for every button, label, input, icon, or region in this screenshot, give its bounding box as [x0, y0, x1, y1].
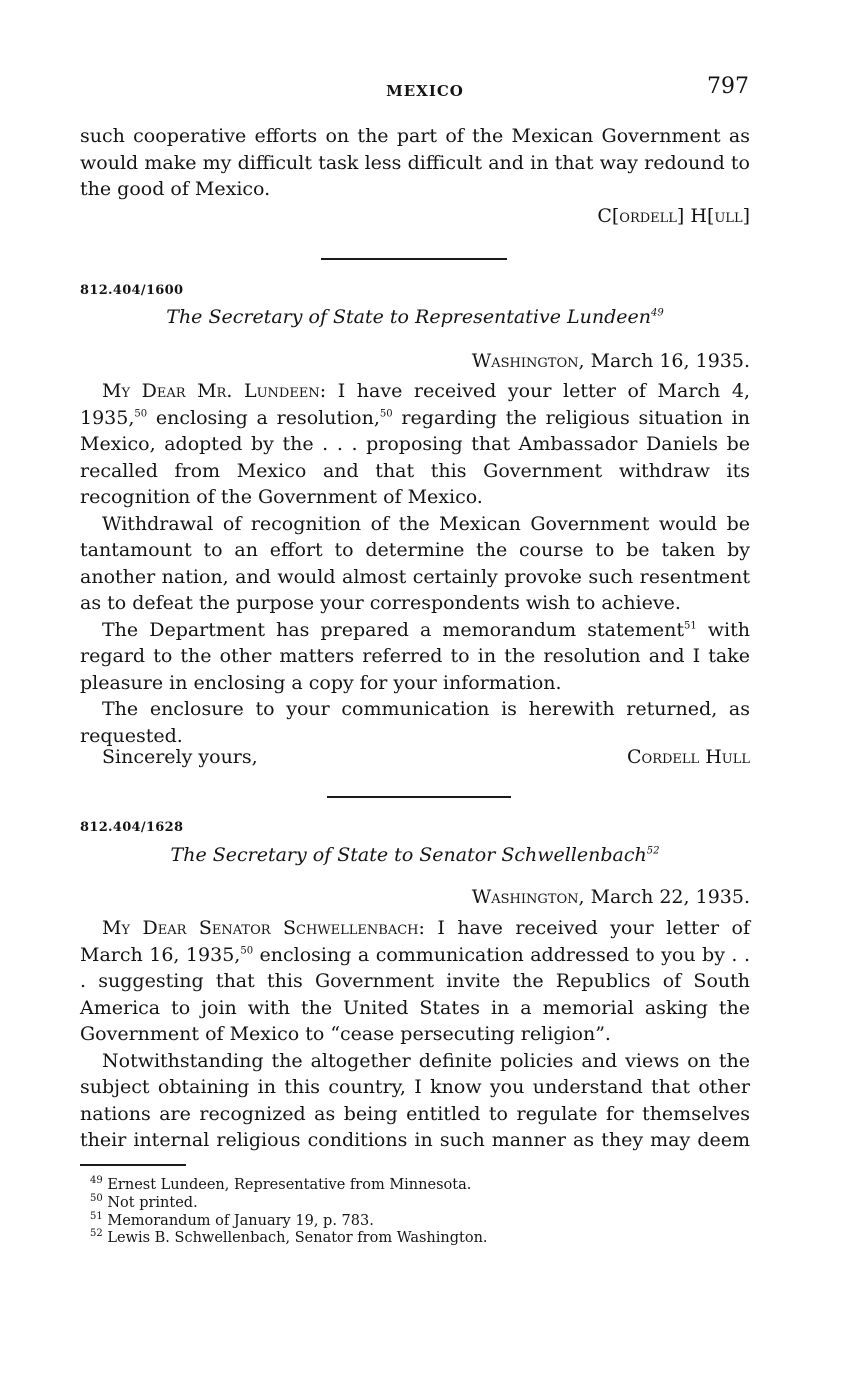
- footnote-50-text: Not printed.: [107, 1195, 198, 1211]
- page-number: 797: [707, 74, 749, 99]
- footnote-ref-50a: 50: [134, 408, 148, 420]
- dateline-1: [80, 350, 750, 372]
- salutation-2: My Dear Senator Schwellenbach: [102, 917, 419, 939]
- footnote-52-number: 52: [90, 1228, 103, 1240]
- letter-2-p1-part-b: enclosing a communication addressed to you by . . . suggesting that this Government invite the Republics of South America to join with the United States in a memorial asking the Government of Mexico to “cease persecuting religion”.: [80, 943, 750, 1045]
- footnote-51-text: Memorandum of January 19, p. 783.: [107, 1213, 374, 1229]
- dateline-1-date: , March 16, 1935.: [578, 350, 750, 372]
- letter-2-paragraph-1: [80, 915, 750, 1048]
- letter-body-2: [80, 915, 750, 1154]
- letter-1-paragraph-3: [80, 617, 750, 697]
- section-divider-1: [321, 258, 507, 260]
- footnote-51-number: 51: [90, 1211, 103, 1223]
- dateline-1-place: Washington: [471, 350, 579, 372]
- salutation-1: My Dear Mr. Lundeen: [102, 380, 320, 402]
- letter-1-p1-part-c: regarding the religious situation in Mexico, adopted by the . . . proposing that Ambassador Daniels be recalled from Mexico and that this Government withdraw its recognition of the Government of Mexico.: [80, 406, 750, 508]
- continuation-block: [80, 123, 750, 229]
- footnote-52-text: Lewis B. Schwellenbach, Senator from Washington.: [107, 1230, 488, 1246]
- footnote-49-number: 49: [90, 1175, 103, 1187]
- letter-body-1: [80, 378, 750, 749]
- dateline-2-place: Washington: [471, 886, 579, 908]
- footnote-51: [90, 1212, 374, 1230]
- document-title-1-text: The Secretary of State to Representative Lundeen: [166, 306, 651, 328]
- file-number-2: 812.404/1628: [80, 820, 184, 835]
- file-number-1: 812.404/1600: [80, 283, 184, 298]
- footnote-ref-51: 51: [683, 620, 697, 632]
- section-divider-2: [327, 796, 511, 798]
- continuation-paragraph: such cooperative efforts on the part of the Mexican Government as would make my difficult task less difficult and in that way redound to the good of Mexico.: [80, 125, 750, 200]
- footnote-52: [90, 1229, 488, 1247]
- footnote-ref-52: 52: [646, 845, 660, 857]
- letter-2-paragraph-2: Notwithstanding the altogether definite policies and views on the subject obtaining in this country, I know you understand that other nations are recognized as being entitled to regulate for themselves their internal religious conditions in such manner as they may deem: [80, 1049, 750, 1151]
- footnote-divider: [80, 1164, 186, 1166]
- footnote-49-text: Ernest Lundeen, Representative from Minnesota.: [107, 1177, 472, 1193]
- letter-1-p3-part-b: with regard to the other matters referred to in the resolution and I take pleasure in enclosing a copy for your information.: [80, 618, 750, 694]
- footnote-49: [90, 1176, 471, 1194]
- footnote-50-number: 50: [90, 1193, 103, 1205]
- dateline-2-date: , March 22, 1935.: [578, 886, 750, 908]
- letter-1-paragraph-2: Withdrawal of recognition of the Mexican Government would be tantamount to an effort to determine the course to be taken by another nation, and would almost certainly provoke such resentment as to defeat the purpose your correspondents wish to achieve.: [80, 512, 750, 614]
- document-title-2-text: The Secretary of State to Senator Schwellenbach: [170, 844, 647, 866]
- footnote-ref-49: 49: [650, 307, 664, 319]
- document-title-1: [80, 306, 750, 328]
- continuation-signature: C[ordell] H[ull]: [597, 204, 750, 227]
- letter-1-p3-part-a: The Department has prepared a memorandum statement: [102, 618, 684, 641]
- letter-1-paragraph-1: [80, 378, 750, 511]
- footnote-ref-50c: 50: [240, 945, 254, 957]
- signature-1: Cordell Hull: [627, 746, 750, 768]
- complimentary-close: Sincerely yours,: [102, 746, 258, 768]
- running-title: MEXICO: [386, 82, 464, 100]
- letter-2-p1-part-a: : I have received your letter of March 16, 1935,: [80, 917, 750, 966]
- footnote-ref-50b: 50: [379, 408, 393, 420]
- letter-1-p1-part-b: enclosing a resolution,: [147, 406, 380, 429]
- dateline-2: [80, 886, 750, 908]
- footnote-50: [90, 1194, 198, 1212]
- document-title-2: [80, 844, 750, 866]
- letter-1-p1-part-a: : I have received your letter of March 4, 1935,: [80, 380, 751, 429]
- letter-1-paragraph-4: The enclosure to your communication is herewith returned, as requested.: [80, 698, 750, 747]
